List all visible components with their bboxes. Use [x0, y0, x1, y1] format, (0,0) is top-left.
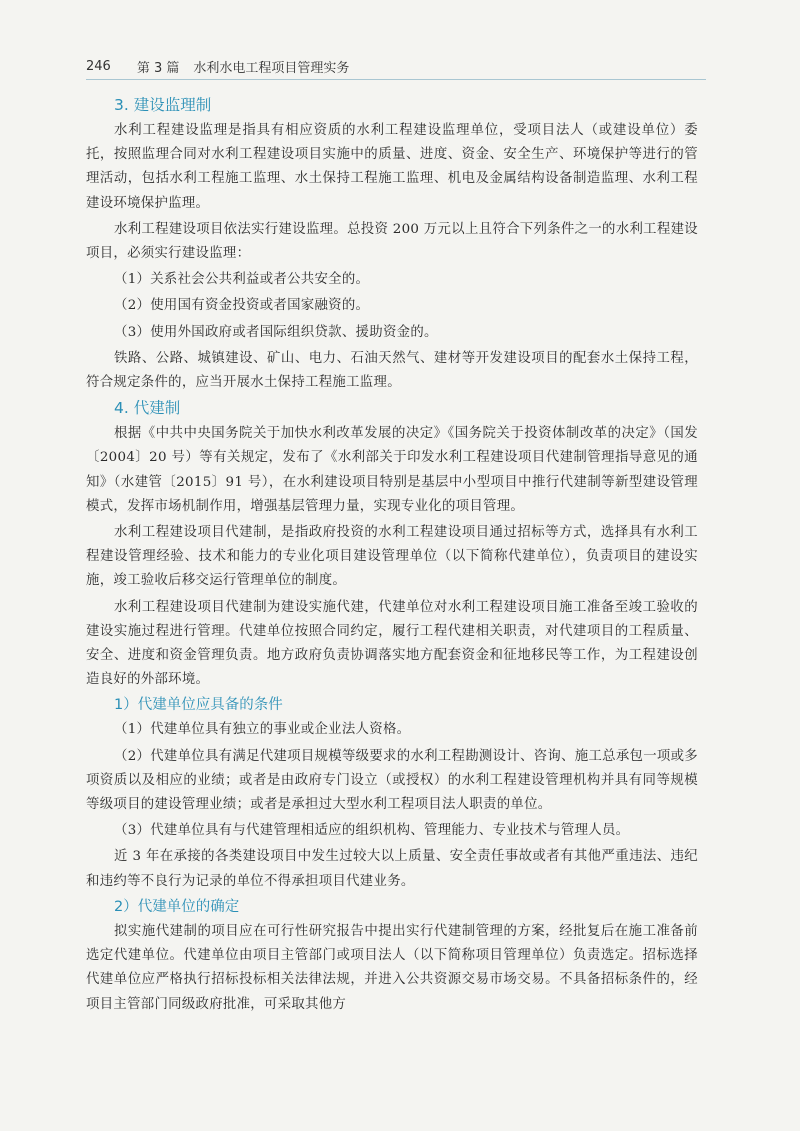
paragraph: 水利工程建设项目代建制为建设实施代建，代建单位对水利工程建设项目施工准备至竣工验收的建设实施过程进行管理。代建单位按照合同约定，履行工程代建相关职责，对代建项目的工程质量、安全、进度和资金管理负责。地方政府负责协调落实地方配套资金和征地移民等工作，为工程建设创造良好的外部环境。 — [86, 599, 698, 688]
paragraph: 根据《中共中央国务院关于加快水利改革发展的决定》《国务院关于投资体制改革的决定》（国发〔2004〕20 号）等有关规定，发布了《水利部关于印发水利工程建设项目代建制管理指导意见的通知》（水建管〔2015〕91 号），在水利建设项目特别是基层中小型项目中推行代建制等新型建设管理模式，发挥市场机制作用，增强基层管理力量，实现专业化的项目管理。 — [86, 426, 698, 514]
paragraph: 拟实施代建制的项目应在可行性研究报告中提出实行代建制管理的方案，经批复后在施工准备前选定代建单位。代建单位由项目主管部门或项目法人（以下简称项目管理单位）负责选定。招标选择代建单位应严格执行招标投标相关法律法规，并进入公共资源交易市场交易。不具备招标条件的，经项目主管部门同级政府批准，可采取其他方 — [86, 923, 698, 1012]
section-heading-agent-construction: 4. 代建制 — [114, 399, 181, 418]
paragraph: 近 3 年在承接的各类建设项目中发生过较大以上质量、安全责任事故或者有其他严重违法、违纪和违约等不良行为记录的单位不得承担项目代建业务。 — [86, 849, 698, 889]
page-number: 246 — [86, 58, 111, 74]
list-item: （1）关系社会公共利益或者公共安全的。 — [114, 272, 370, 288]
list-item: （3）使用外国政府或者国际组织贷款、援助资金的。 — [114, 324, 438, 340]
paragraph: 水利工程建设监理是指具有相应资质的水利工程建设监理单位，受项目法人（或建设单位）委托，按照监理合同对水利工程建设项目实施中的质量、进度、资金、安全生产、环境保护等进行的管理活动，包括水利工程施工监理、水土保持工程施工监理、机电及金属结构设备制造监理、水利工程建设环境保护监理。 — [86, 123, 698, 211]
part-label: 第 3 篇 — [136, 60, 180, 76]
list-item: （3）代建单位具有与代建管理相适应的组织机构、管理能力、专业技术与管理人员。 — [114, 823, 630, 839]
part-title: 水利水电工程项目管理实务 — [193, 60, 350, 76]
list-item: （1）代建单位具有独立的事业或企业法人资格。 — [114, 722, 411, 738]
paragraph: 铁路、公路、城镇建设、矿山、电力、石油天然气、建材等开发建设项目的配套水土保持工程，符合规定条件的，应当开展水土保持工程施工监理。 — [86, 350, 698, 391]
header-rule — [86, 79, 706, 80]
body-text — [86, 94, 698, 1019]
running-header — [86, 55, 706, 77]
list-item: （2）代建单位具有满足代建项目规模等级要求的水利工程勘测设计、咨询、施工总承包一项或多项资质以及相应的业绩；或者是由政府专门设立（或授权）的水利工程建设管理机构并具有同等规模等级项目的建设管理业绩；或者是承担过大型水利工程项目法人职责的单位。 — [86, 748, 698, 813]
paragraph: 水利工程建设项目依法实行建设监理。总投资 200 万元以上且符合下列条件之一的水利工程建设项目，必须实行建设监理： — [86, 221, 698, 262]
subsection-heading-selection: 2）代建单位的确定 — [114, 898, 240, 915]
list-item: （2）使用国有资金投资或者国家融资的。 — [114, 298, 370, 314]
paragraph: 水利工程建设项目代建制，是指政府投资的水利工程建设项目通过招标等方式，选择具有水利工程建设管理经验、技术和能力的专业化项目建设管理单位（以下简称代建单位），负责项目的建设实施，竣工验收后移交运行管理单位的制度。 — [86, 525, 698, 589]
subsection-heading-conditions: 1）代建单位应具备的条件 — [114, 697, 283, 714]
section-heading-supervision: 3. 建设监理制 — [114, 96, 212, 114]
